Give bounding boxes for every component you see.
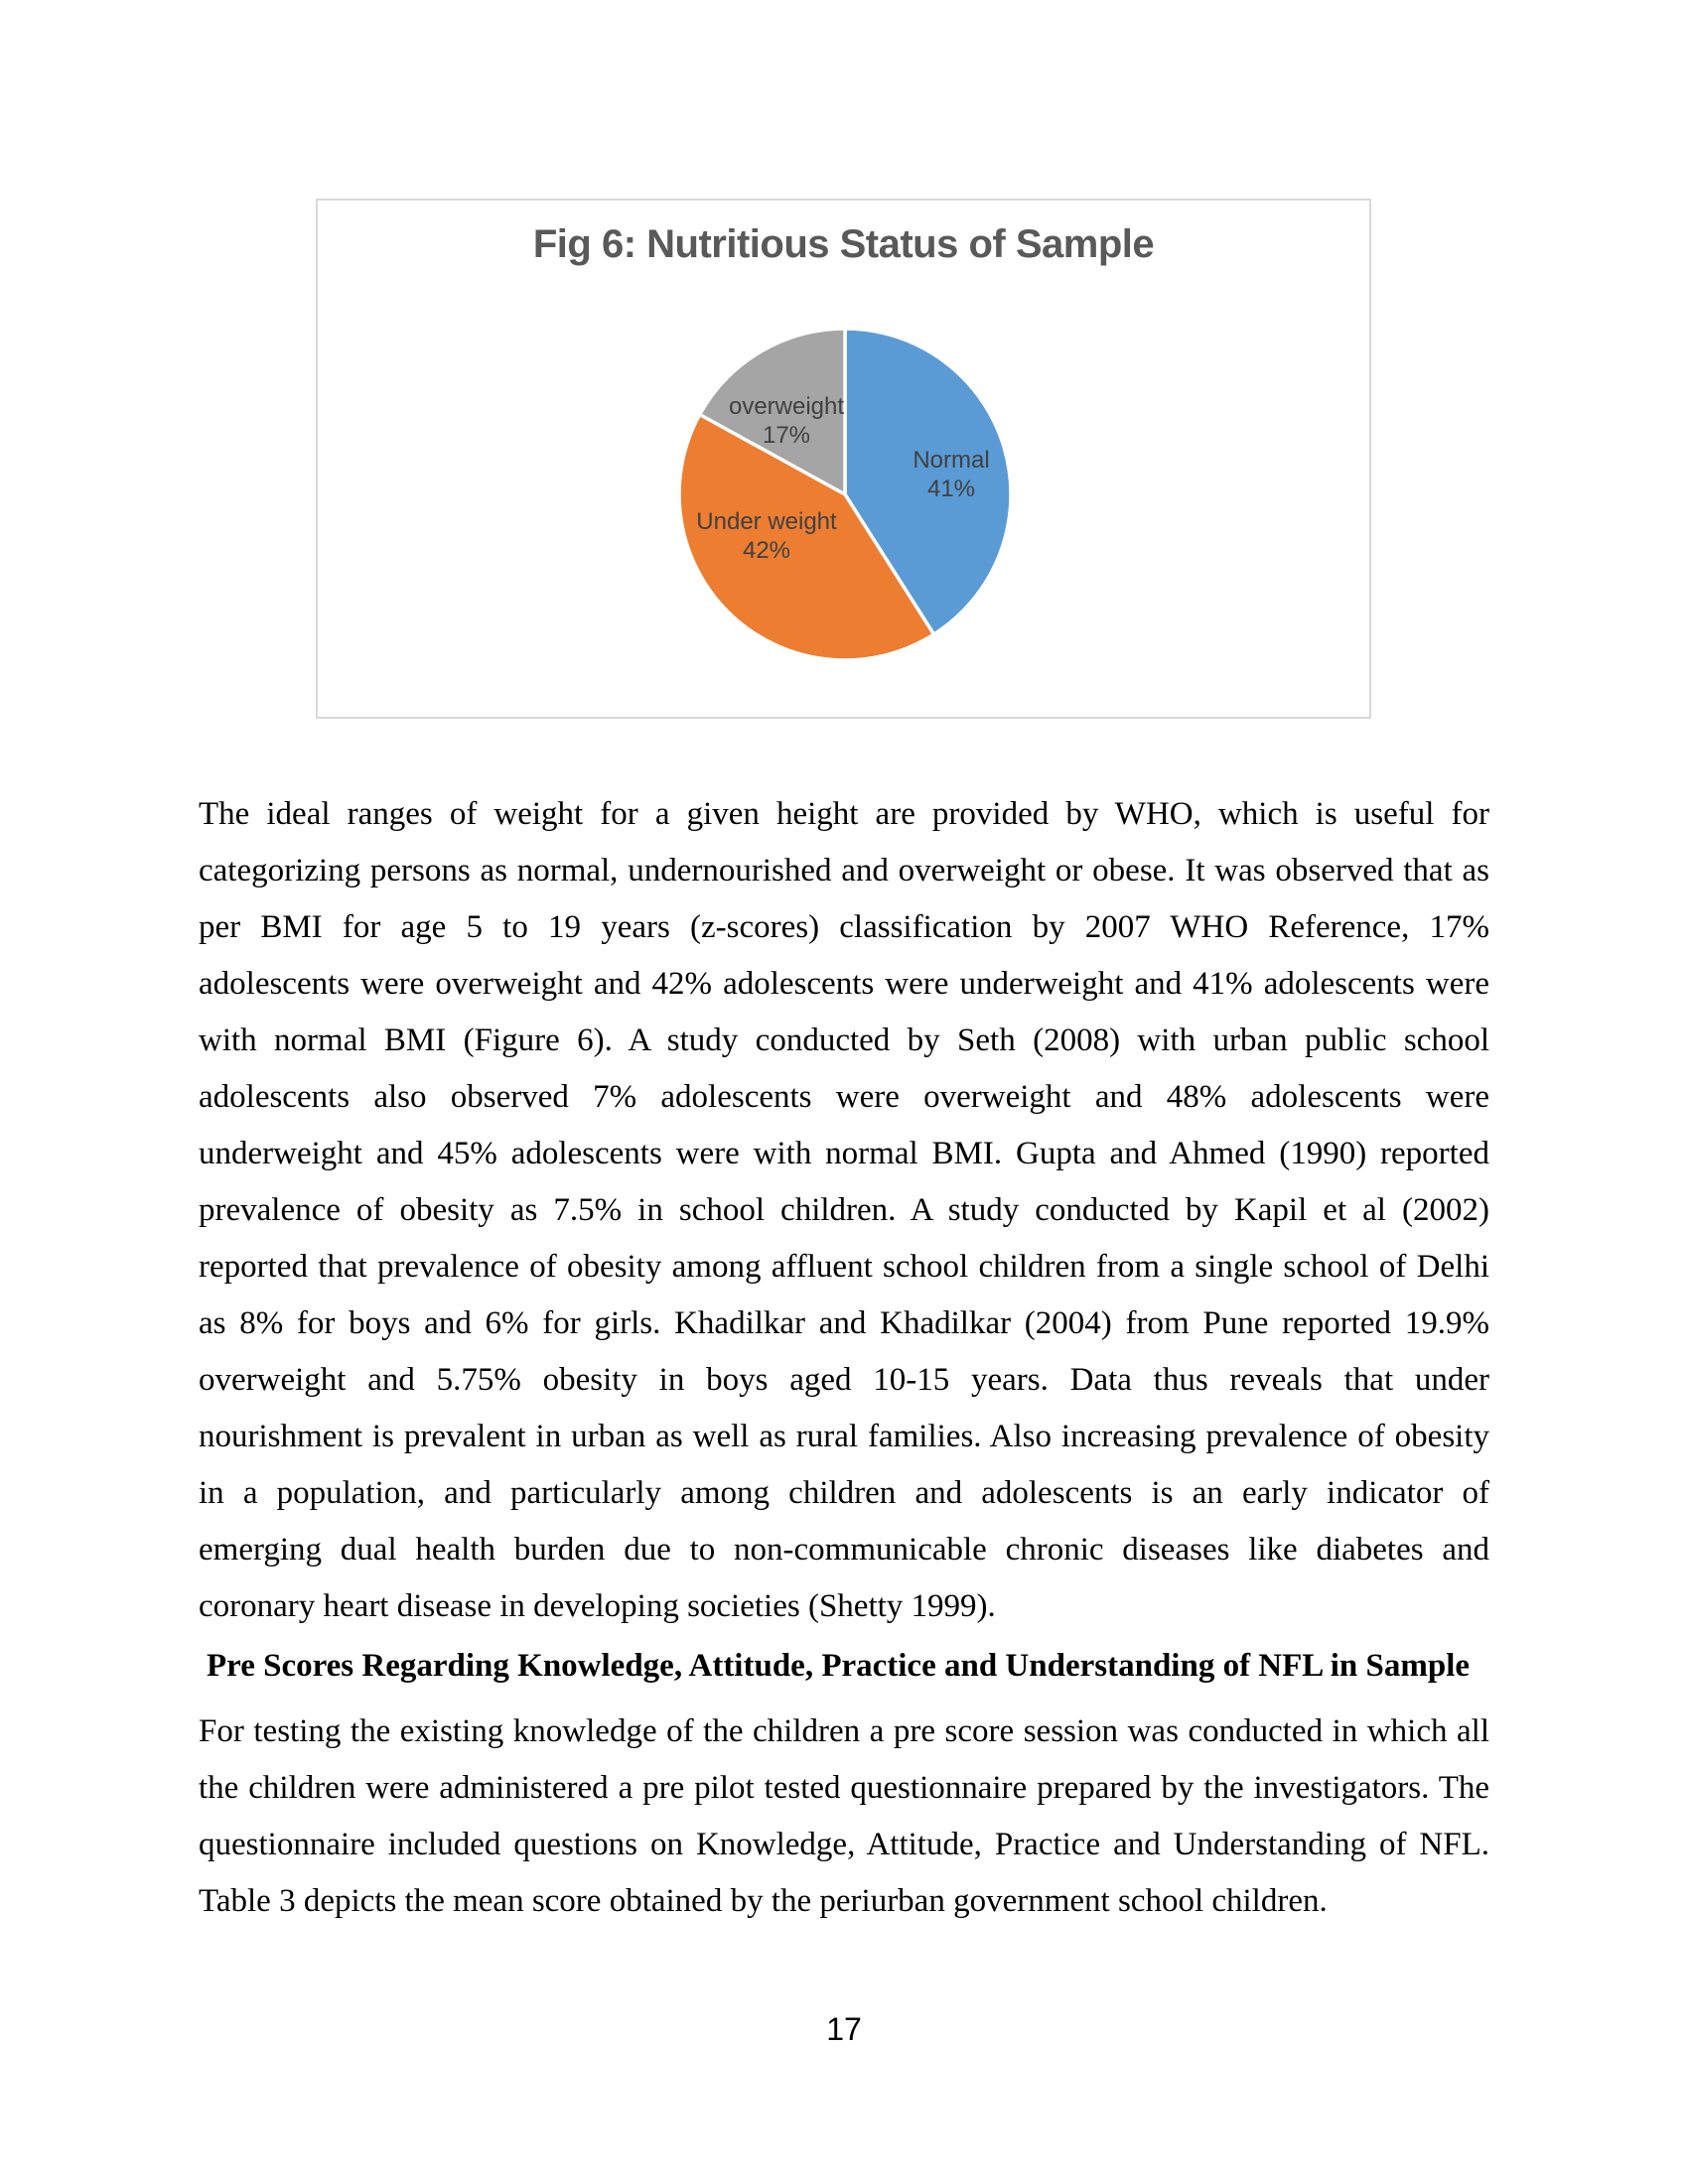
text-line: questionnaire included questions on Knowledge, Attitude, Practice and Understanding of NFL.: [199, 1827, 1489, 1862]
paragraph-1: [199, 786, 1489, 1635]
paragraph-2: [199, 1704, 1489, 1930]
text-line: adolescents were overweight and 42% adolescents were underweight and 41% adolescents were: [199, 966, 1489, 1002]
pie-label-value: 41%: [926, 476, 976, 502]
text-line: Table 3 depicts the mean score obtained by the periurban government school children.: [199, 1883, 1328, 1919]
text-line: with normal BMI (Figure 6). A study conducted by Seth (2008) with urban public school: [199, 1023, 1489, 1058]
chart-title: Fig 6: Nutritious Status of Sample: [532, 222, 1155, 266]
text-line: coronary heart disease in developing societies (Shetty 1999).: [199, 1588, 996, 1624]
text-line: the children were administered a pre pilot tested questionnaire prepared by the investigators. The: [199, 1770, 1489, 1806]
pie-label-category: overweight: [728, 393, 845, 420]
pie-label-overweight: [729, 392, 844, 450]
text-line: For testing the existing knowledge of the children a pre score session was conducted in which all: [199, 1713, 1489, 1749]
pie-label-value: 42%: [742, 537, 791, 564]
text-line: overweight and 5.75% obesity in boys aged 10-15 years. Data thus reveals that under: [199, 1362, 1489, 1398]
figure-6-chart: [316, 199, 1371, 719]
text-line: in a population, and particularly among children and adolescents is an early indicator of: [199, 1475, 1489, 1511]
text-line: per BMI for age 5 to 19 years (z-scores) classification by 2007 WHO Reference, 17%: [199, 909, 1489, 945]
pie-label-normal: [913, 446, 989, 503]
pie-label-category: Normal: [913, 447, 990, 474]
text-line: nourishment is prevalent in urban as well as rural families. Also increasing prevalence of obesity: [199, 1419, 1489, 1454]
text-line: underweight and 45% adolescents were with normal BMI. Gupta and Ahmed (1990) reported: [199, 1136, 1489, 1171]
section-heading: Pre Scores Regarding Knowledge, Attitude, Practice and Understanding of NFL in Sample: [207, 1648, 1471, 1684]
pie-label-category: Under weight: [696, 508, 837, 535]
pie-label-under-weight: [696, 507, 836, 565]
text-line: adolescents also observed 7% adolescents were overweight and 48% adolescents were: [199, 1079, 1489, 1115]
text-line: as 8% for boys and 6% for girls. Khadilkar and Khadilkar (2004) from Pune reported 19.9%: [199, 1305, 1489, 1341]
text-line: reported that prevalence of obesity among affluent school children from a single school of Delhi: [199, 1249, 1489, 1285]
text-line: emerging dual health burden due to non-communicable chronic diseases like diabetes and: [199, 1532, 1489, 1568]
pie-chart: [318, 201, 1369, 717]
text-line: categorizing persons as normal, undernourished and overweight or obese. It was observed that as: [199, 853, 1489, 888]
page-number: 17: [826, 2011, 862, 2047]
pie-label-value: 17%: [762, 422, 811, 449]
text-line: prevalence of obesity as 7.5% in school children. A study conducted by Kapil et al (2002): [199, 1192, 1489, 1228]
text-line: The ideal ranges of weight for a given height are provided by WHO, which is useful for: [199, 796, 1489, 832]
